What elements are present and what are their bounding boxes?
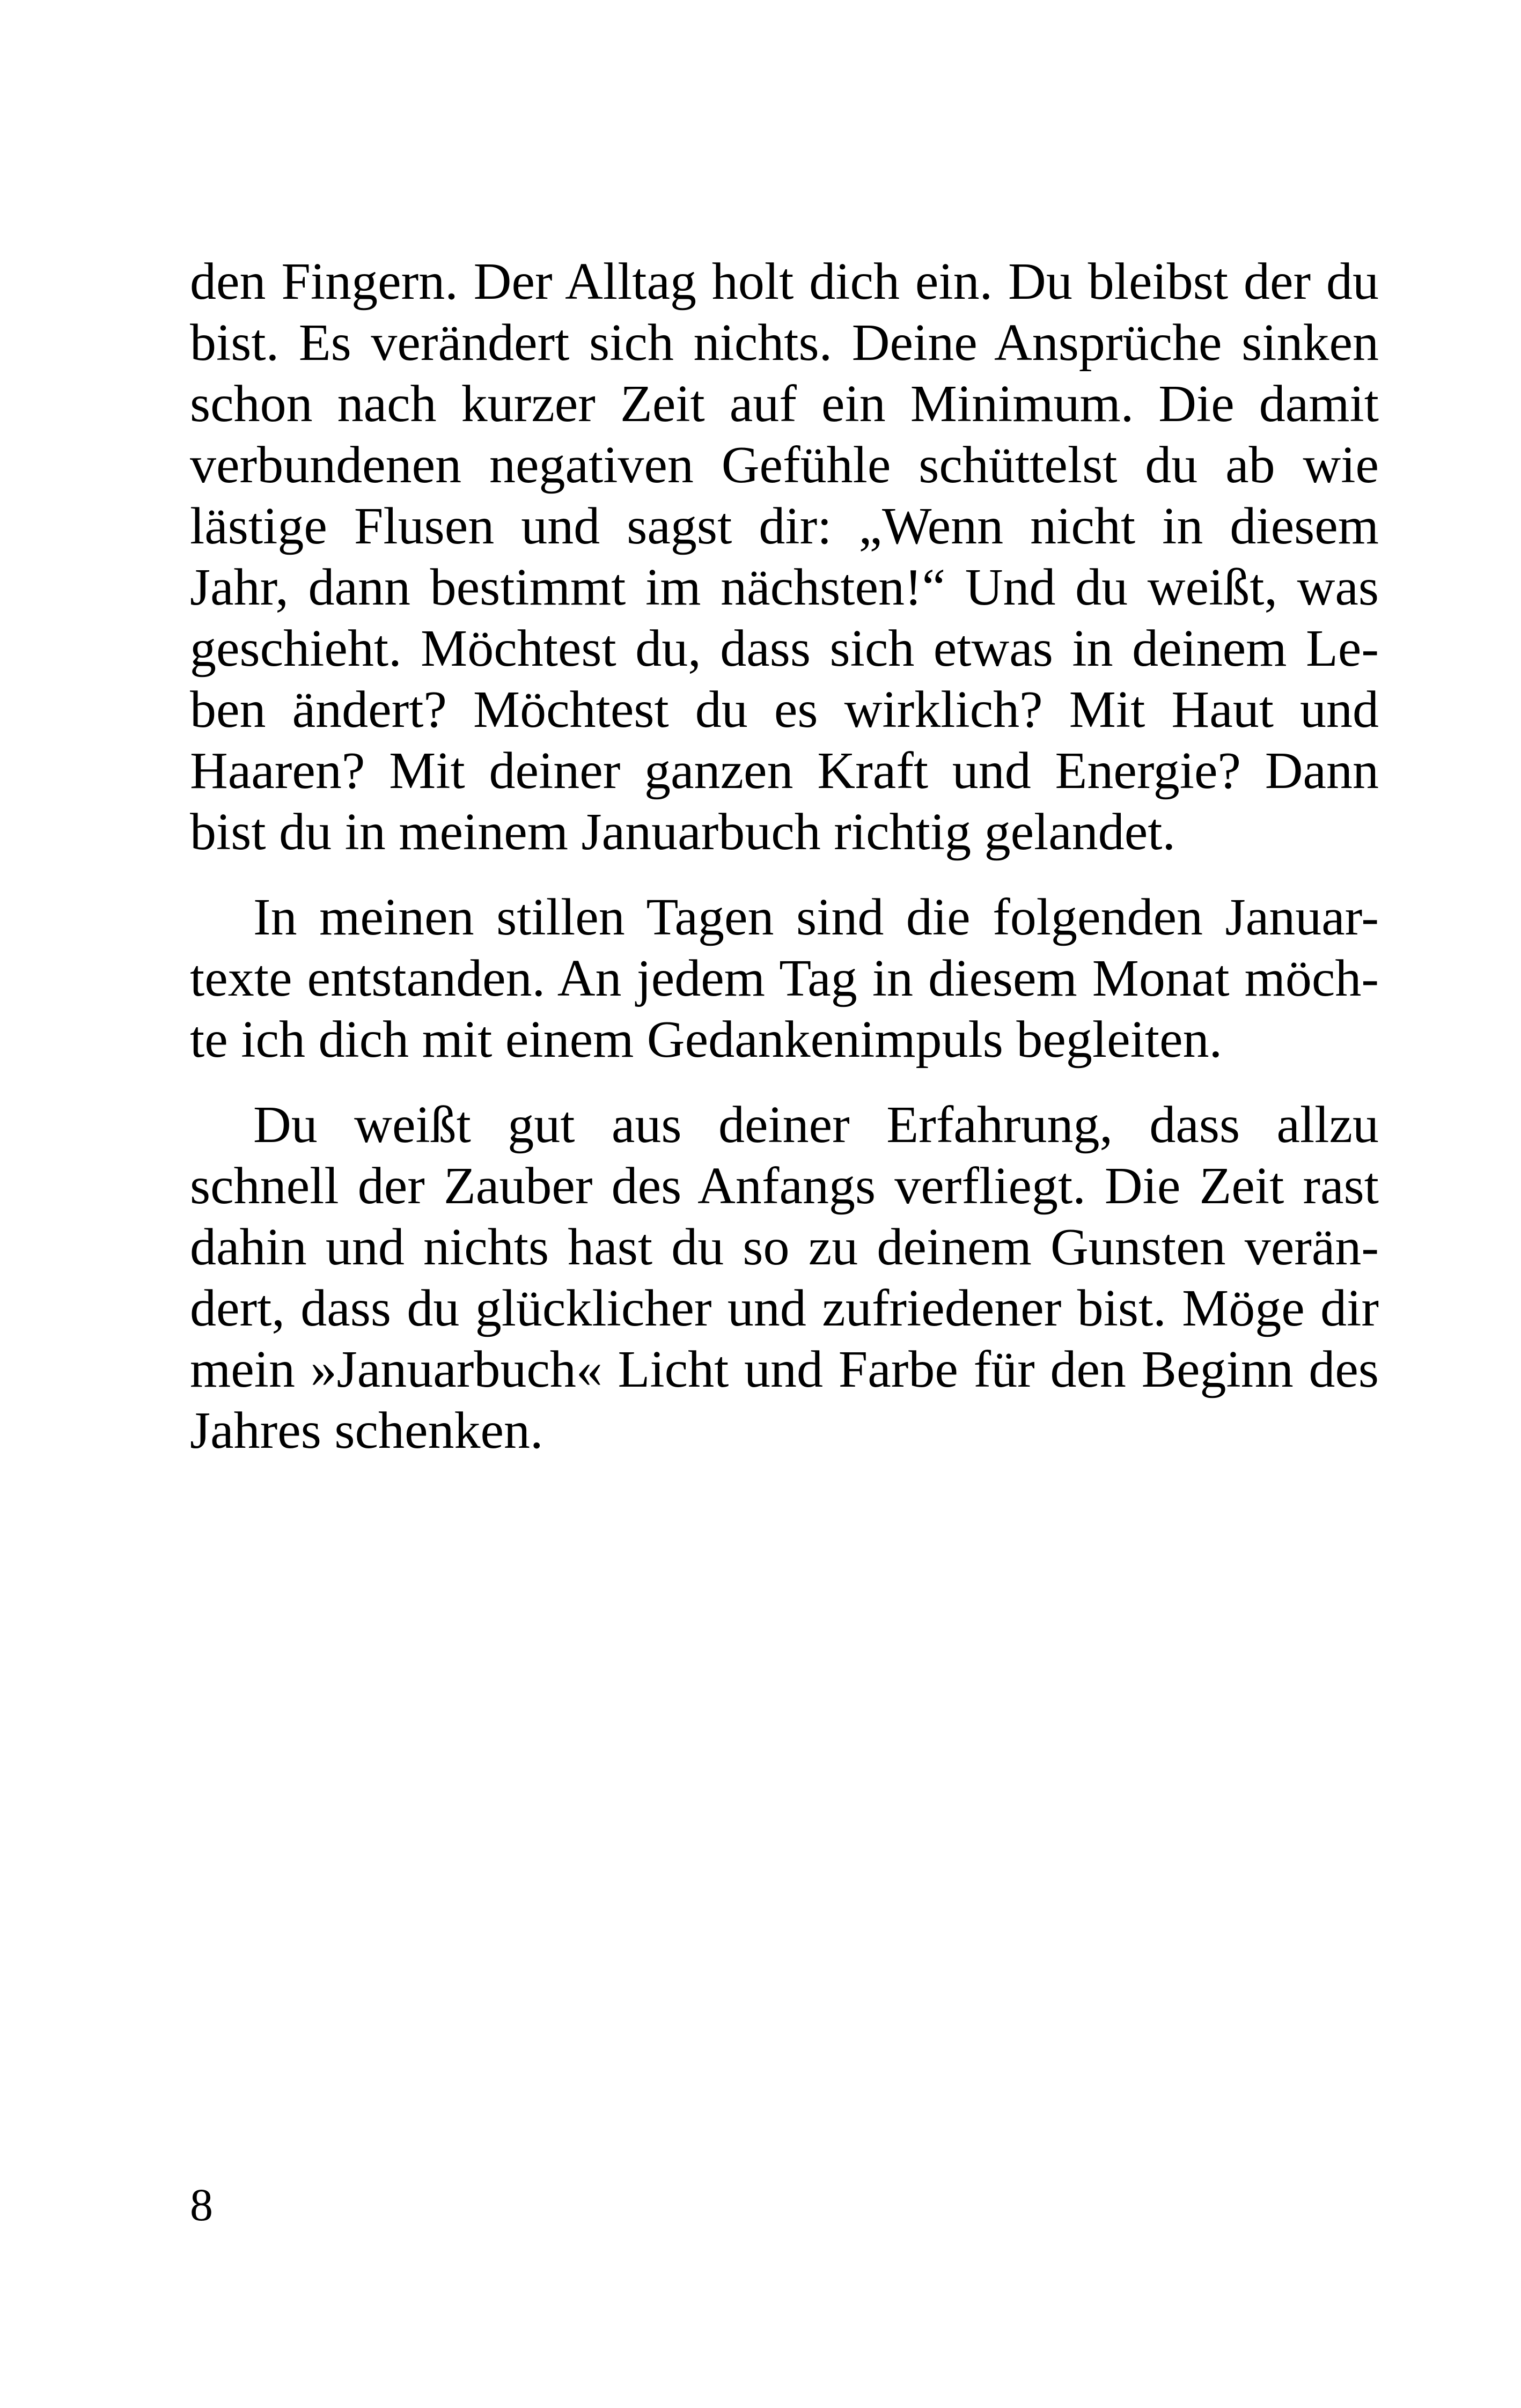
text-line: den Fingern. Der Alltag holt dich ein. Du bleibst der du (190, 253, 1379, 311)
text-line: Jahres schenken. (190, 1402, 543, 1460)
text-line: In meinen stillen Tagen sind die folgenden Januar- (253, 888, 1379, 946)
text-line: bist. Es verändert sich nichts. Deine Ansprüche sinken (190, 314, 1379, 372)
text-line: Jahr, dann bestimmt im nächsten!“ Und du weißt, was (190, 558, 1379, 616)
text-line: lästige Flusen und sagst dir: „Wenn nicht in diesem (190, 497, 1379, 555)
text-line: schnell der Zauber des Anfangs verfliegt. Die Zeit rast (190, 1157, 1379, 1215)
text-line: verbundenen negativen Gefühle schüttelst du ab wie (190, 436, 1379, 494)
text-line: Du weißt gut aus deiner Erfahrung, dass allzu (253, 1096, 1379, 1154)
text-line: texte entstanden. An jedem Tag in diesem Monat möch- (190, 949, 1379, 1007)
text-line: dert, dass du glücklicher und zufriedener bist. Möge dir (190, 1279, 1379, 1337)
paragraph-3 (190, 1094, 1379, 1461)
text-line: bist du in meinem Januarbuch richtig gelandet. (190, 803, 1176, 861)
text-line: schon nach kurzer Zeit auf ein Minimum. Die damit (190, 375, 1379, 433)
paragraph-1 (190, 251, 1379, 863)
text-line: geschieht. Möchtest du, dass sich etwas in deinem Le- (190, 620, 1379, 678)
body-text (190, 251, 1379, 1461)
text-line: Haaren? Mit deiner ganzen Kraft und Energie? Dann (190, 742, 1379, 800)
paragraph-2 (190, 887, 1379, 1070)
text-line: te ich dich mit einem Gedankenimpuls begleiten. (190, 1011, 1223, 1069)
text-line: ben ändert? Möchtest du es wirklich? Mit Haut und (190, 681, 1379, 739)
text-line: mein »Januarbuch« Licht und Farbe für den Beginn des (190, 1341, 1379, 1398)
text-line: dahin und nichts hast du so zu deinem Gunsten verän- (190, 1218, 1379, 1276)
page-number: 8 (190, 2179, 213, 2230)
